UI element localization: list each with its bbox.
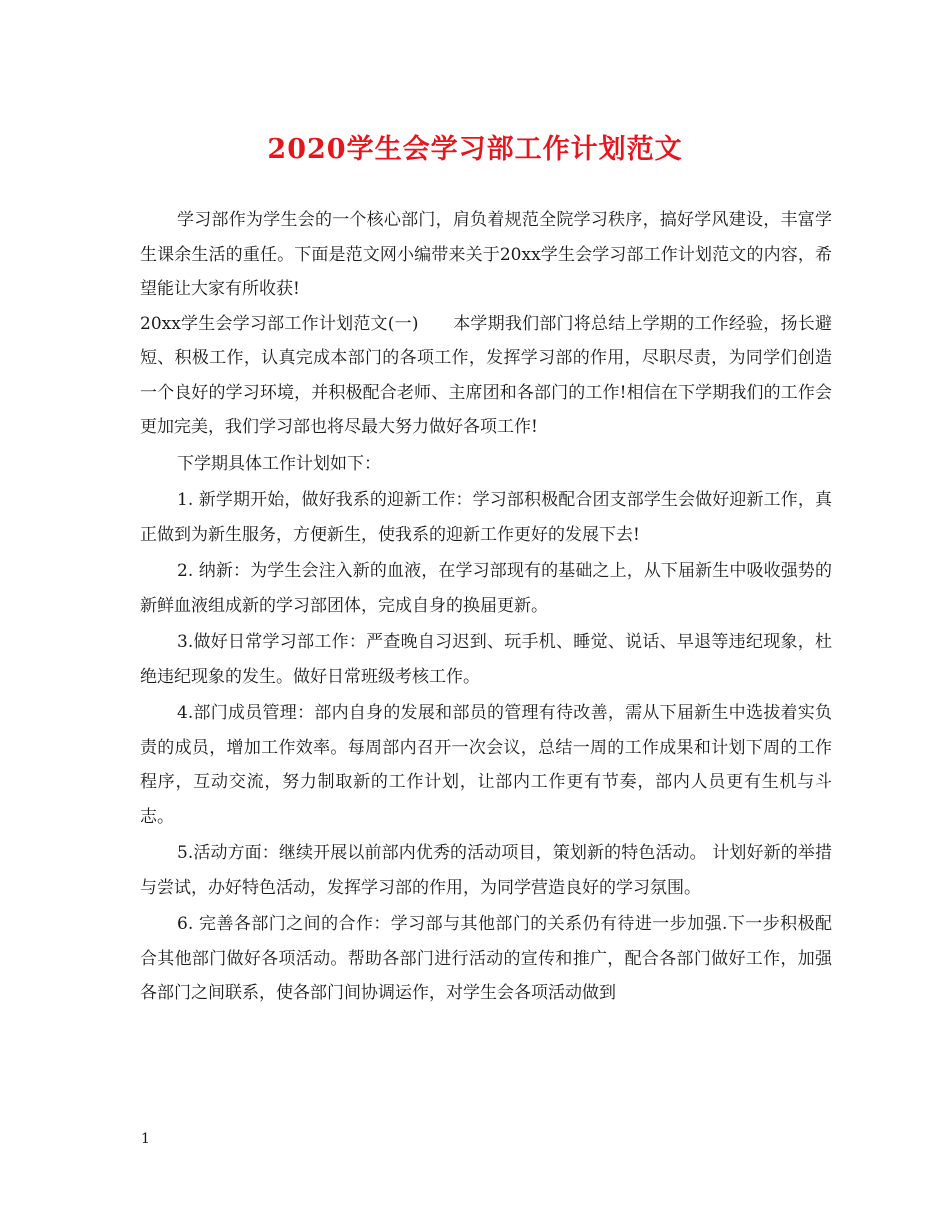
paragraph-item-1: 1. 新学期开始，做好我系的迎新工作：学习部积极配合团支部学生会做好迎新工作，真正做到为新生服务，方便新生，使我系的迎新工作更好的发展下去! <box>140 490 832 545</box>
document-title: 2020学生会学习部工作计划范文 <box>267 134 683 165</box>
page-number: 1 <box>141 1131 150 1147</box>
paragraph-item-2: 2. 纳新：为学生会注入新的血液，在学习部现有的基础之上，从下届新生中吸收强势的新鲜血液组成新的学习部团体，完成自身的换届更新。 <box>140 561 832 616</box>
paragraph-item-3: 3.做好日常学习部工作：严查晚自习迟到、玩手机、睡觉、说话、早退等违纪现象，杜绝违纪现象的发生。做好日常班级考核工作。 <box>140 632 832 687</box>
paragraph-item-5: 5.活动方面：继续开展以前部内优秀的活动项目，策划新的特色活动。 计划好新的举措与尝试，办好特色活动，发挥学习部的作用，为同学营造良好的学习氛围。 <box>140 843 832 898</box>
paragraph-plan-heading: 下学期具体工作计划如下： <box>177 453 381 474</box>
paragraph-item-6: 6. 完善各部门之间的合作：学习部与其他部门的关系仍有待进一步加强.下一步积极配合其他部门做好各项活动。帮助各部门进行活动的宣传和推广，配合各部门做好工作，加强各部门之间联系，使各部门间协调运作，对学生会各项活动做到 <box>140 914 832 1003</box>
paragraph-item-4: 4.部门成员管理：部内自身的发展和部员的管理有待改善，需从下届新生中选拔着实负责的成员，增加工作效率。每周部内召开一次会议，总结一周的工作成果和计划下周的工作程序，互动交流，努力制取新的工作计划，让部内工作更有节奏，部内人员更有生机与斗志。 <box>140 703 832 827</box>
document-body <box>140 203 832 1011</box>
paragraph-plan-one: 20xx学生会学习部工作计划范文(一) 本学期我们部门将总结上学期的工作经验，扬长避短、积极工作，认真完成本部门的各项工作，发挥学习部的作用，尽职尽责，为同学们创造一个良好的学习环境，并积极配合老师、主席团和各部门的工作!相信在下学期我们的工作会更加完美，我们学习部也将尽最大努力做好各项工作! <box>140 313 832 437</box>
paragraph-intro: 学习部作为学生会的一个核心部门，肩负着规范全院学习秩序，搞好学风建设，丰富学生课余生活的重任。下面是范文网小编带来关于20xx学生会学习部工作计划范文的内容，希望能让大家有所收获! <box>140 210 832 299</box>
